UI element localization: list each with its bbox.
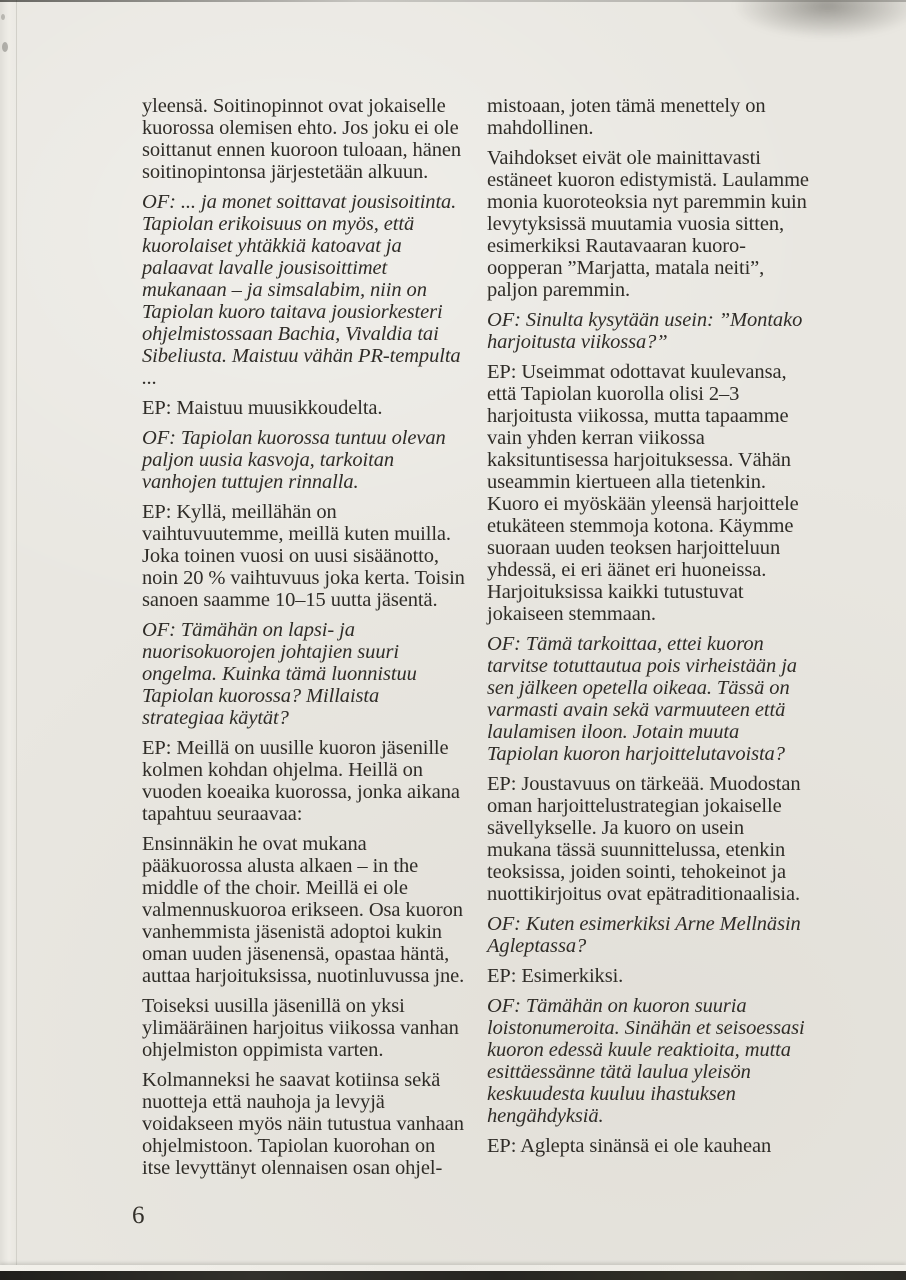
paragraph-left-8: Ensinnäkin he ovat mukana pääkuorossa alusta alkaen – in the middle of the choir. Meillä ei ole valmennuskuoroa erikseen. Osa kuoron vanhemmista jäsenistä adoptoi kukin oman uuden jäsenensä, opastaa häntä, auttaa harjoituksissa, nuotinluvussa jne. [142,833,465,987]
page-left-edge [0,0,17,1280]
paragraph-right-9: OF: Tämähän on kuoron suuria loistonumeroita. Sinähän et seisoessasi kuoron edessä kuule reaktioita, mutta esittäessänne tätä laulua yleisön keskuudesta kuuluu ihastuksen hengähdyksiä. [487,995,805,1127]
paragraph-left-7: EP: Meillä on uusille kuoron jäsenille kolmen kohdan ohjelma. Heillä on vuoden koeaika kuorossa, jonka aikana tapahtuu seuraavaa: [142,737,460,825]
paragraph-right-5: OF: Tämä tarkoittaa, ettei kuoron tarvitse totuttautua pois virheistään ja sen jälkeen opetella oikeaa. Tässä on varmasti avain sekä varmuuteen että laulamisen iloon. Jotain muuta Tapiolan kuoron harjoittelutavoista? [487,633,797,765]
column-left [142,95,466,1187]
scan-bottom-band [0,1271,906,1280]
paragraph-right-2: Vaihdokset eivät ole mainittavasti estäneet kuoron edistymistä. Laulamme monia kuoroteoksia nyt paremmin kuin levytyksissä muutamia vuosia sitten, esimerkiksi Rautavaaran kuoro-oopperan ”Marjatta, matala neiti”, paljon paremmin. [487,147,809,301]
paragraph-left-5: EP: Kyllä, meillähän on vaihtuvuutemme, meillä kuten muilla. Joka toinen vuosi on uusi sisäänotto, noin 20 % vaihtuvuus joka kerta. Toisin sanoen saamme 10–15 uutta jäsentä. [142,501,465,611]
paragraph-right-4: EP: Useimmat odottavat kuulevansa, että Tapiolan kuorolla olisi 2–3 harjoitusta viikossa, mutta tapaamme vain yhden kerran viikossa kaksituntisessa harjoituksessa. Vähän useammin kiertueen alla tietenkin. Kuoro ei myöskään yleensä harjoittele etukäteen stemmoja kotona. Käymme suoraan uuden teoksen harjoitteluun yhdessä, ei eri äänet eri huoneissa. Harjoituksissa kaikki tutustuvat jokaiseen stemmaan. [487,361,799,625]
paragraph-left-6: OF: Tämähän on lapsi- ja nuorisokuorojen johtajien suuri ongelma. Kuinka tämä luonnistuu Tapiolan kuorossa? Millaista strategiaa käytät? [142,619,417,729]
scan-corner-shadow [735,0,906,38]
paragraph-right-10: EP: Aglepta sinänsä ei ole kauhean [487,1135,772,1157]
paragraph-right-6: EP: Joustavuus on tärkeää. Muodostan oman harjoittelustrategian jokaiselle sävellykselle. Ja kuoro on usein mukana tässä suunnittelussa, etenkin teoksissa, joiden sointi, tehokeinot ja nuottikirjoitus ovat epätraditionaalisia. [487,773,801,905]
paragraph-left-4: OF: Tapiolan kuorossa tuntuu olevan paljon uusia kasvoja, tarkoitan vanhojen tuttujen rinnalla. [142,427,446,493]
paragraph-right-1: mistoaan, joten tämä menettely on mahdollinen. [487,95,766,139]
page-number: 6 [132,1202,145,1229]
scan-speck [1,14,5,20]
column-right [487,95,811,1165]
paragraph-left-3: EP: Maistuu muusikkoudelta. [142,397,383,419]
paragraph-left-9: Toiseksi uusilla jäsenillä on yksi ylimääräinen harjoitus viikossa vanhan ohjelmiston oppimista varten. [142,995,459,1061]
paragraph-right-7: OF: Kuten esimerkiksi Arne Mellnäsin Agleptassa? [487,913,801,957]
paragraph-left-1: yleensä. Soitinopinnot ovat jokaiselle kuorossa olemisen ehto. Jos joku ei ole soittanut ennen kuoroon tuloaan, hänen soitinopintonsa järjestetään alkuun. [142,95,461,183]
paragraph-right-8: EP: Esimerkiksi. [487,965,624,987]
scan-speck [2,42,8,52]
paragraph-left-2: OF: ... ja monet soittavat jousisoitinta. Tapiolan erikoisuus on myös, että kuorolaiset yhtäkkiä katoavat ja palaavat lavalle jousisoittimet mukanaan – ja simsalabim, niin on Tapiolan kuoro taitava jousiorkesteri ohjelmistossaan Bachia, Vivaldia tai Sibeliusta. Maistuu vähän PR-tempulta ... [142,191,461,389]
paragraph-left-10: Kolmanneksi he saavat kotiinsa sekä nuotteja että nauhoja ja levyjä voidakseen myös näin tutustua vanhaan ohjelmistoon. Tapiolan kuorohan on itse levyttänyt olennaisen osan ohjel- [142,1069,464,1179]
paragraph-right-3: OF: Sinulta kysytään usein: ”Montako harjoitusta viikossa?” [487,309,803,353]
